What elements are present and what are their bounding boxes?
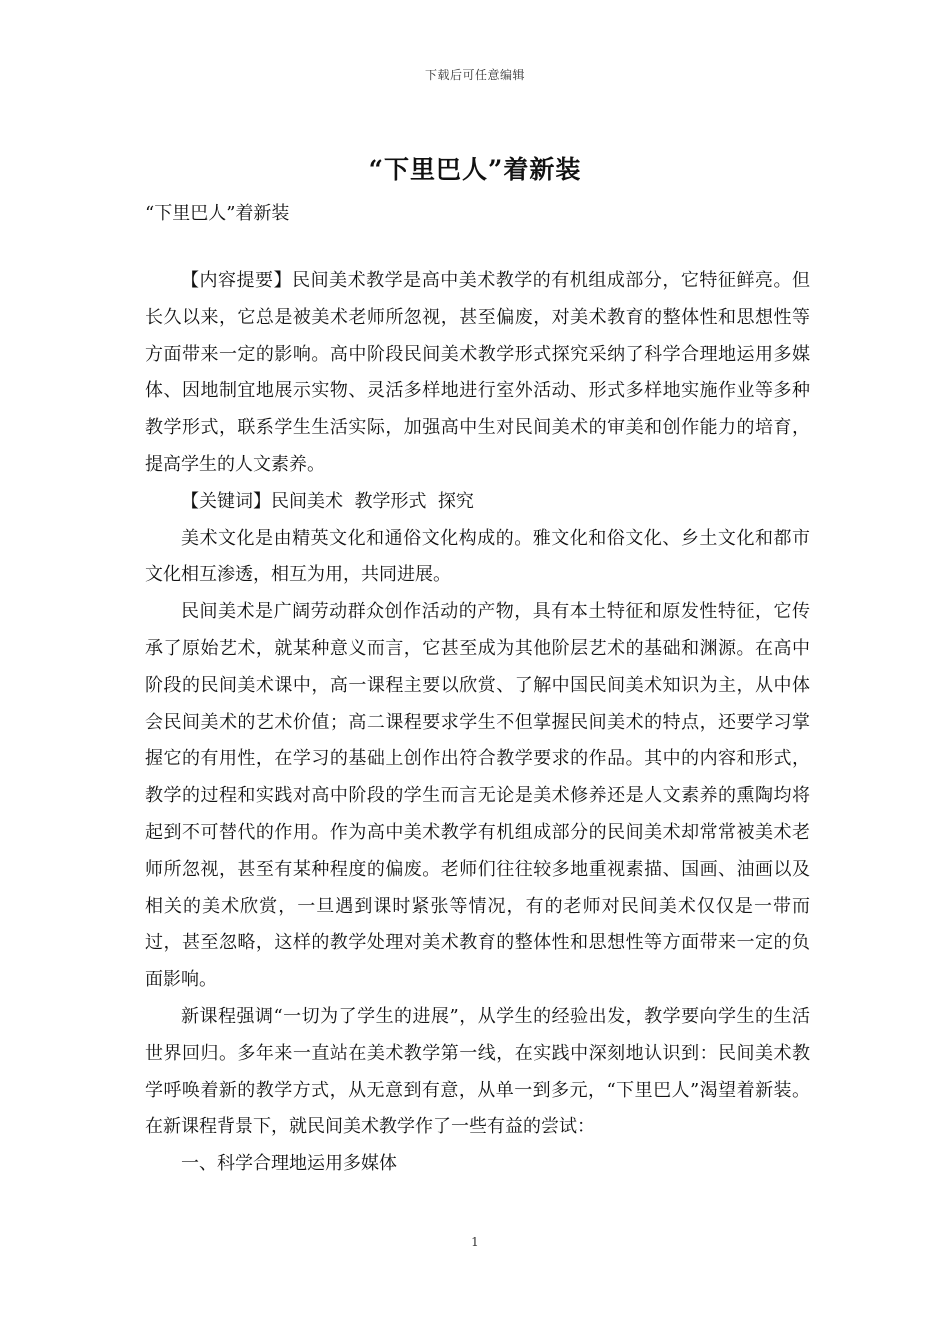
section-heading: 一、科学合理地运用多媒体: [181, 1153, 397, 1175]
keywords-paragraph: 【关键词】民间美术 教学形式 探究: [181, 490, 474, 512]
page-number: 1: [471, 1235, 479, 1249]
body-paragraph: 美术文化是由精英文化和通俗文化构成的。雅文化和俗文化、乡土文化和都市文化相互渗透，相互为用，共同进展。: [145, 527, 810, 586]
document-title: “下里巴人”着新装: [368, 155, 582, 184]
body-paragraph: 民间美术是广阔劳动群众创作活动的产物，具有本土特征和原发性特征，它传承了原始艺术，就某种意义而言，它甚至成为其他阶层艺术的基础和渊源。在高中阶段的民间美术课中，高一课程主要以欣赏、了解中国民间美术知识为主，从中体会民间美术的艺术价值；高二课程要求学生不但掌握民间美术的特点，还要学习掌握它的有用性，在学习的基础上创作出符合教学要求的作品。其中的内容和形式，教学的过程和实践对高中阶段的学生而言无论是美术修养还是人文素养的熏陶均将起到不可替代的作用。作为高中美术教学有机组成部分的民间美术却常常被美术老师所忽视，甚至有某种程度的偏废。老师们往往较多地重视素描、国画、油画以及相关的美术欣赏，一旦遇到课时紧张等情况，有的老师对民间美术仅仅是一带而过，甚至忽略，这样的教学处理对美术教育的整体性和思想性等方面带来一定的负面影响。: [145, 601, 810, 991]
abstract-paragraph: 【内容提要】民间美术教学是高中美术教学的有机组成部分，它特征鲜亮。但长久以来，它总是被美术老师所忽视，甚至偏废，对美术教育的整体性和思想性等方面带来一定的影响。高中阶段民间美术教学形式探究采纳了科学合理地运用多媒体、因地制宜地展示实物、灵活多样地进行室外活动、形式多样地实施作业等多种教学形式，联系学生生活实际，加强高中生对民间美术的审美和创作能力的培育，提高学生的人文素养。: [145, 270, 810, 475]
document-body: [145, 263, 810, 1183]
document-subtitle: “下里巴人”着新装: [145, 203, 290, 224]
body-paragraph: 新课程强调“一切为了学生的进展”，从学生的经验出发，教学要向学生的生活世界回归。多年来一直站在美术教学第一线，在实践中深刻地认识到：民间美术教学呼唤着新的教学方式，从无意到有意，从单一到多元，“下里巴人”渴望着新装。在新课程背景下，就民间美术教学作了一些有益的尝试：: [145, 1005, 810, 1138]
page-header-note: 下载后可任意编辑: [424, 68, 525, 82]
